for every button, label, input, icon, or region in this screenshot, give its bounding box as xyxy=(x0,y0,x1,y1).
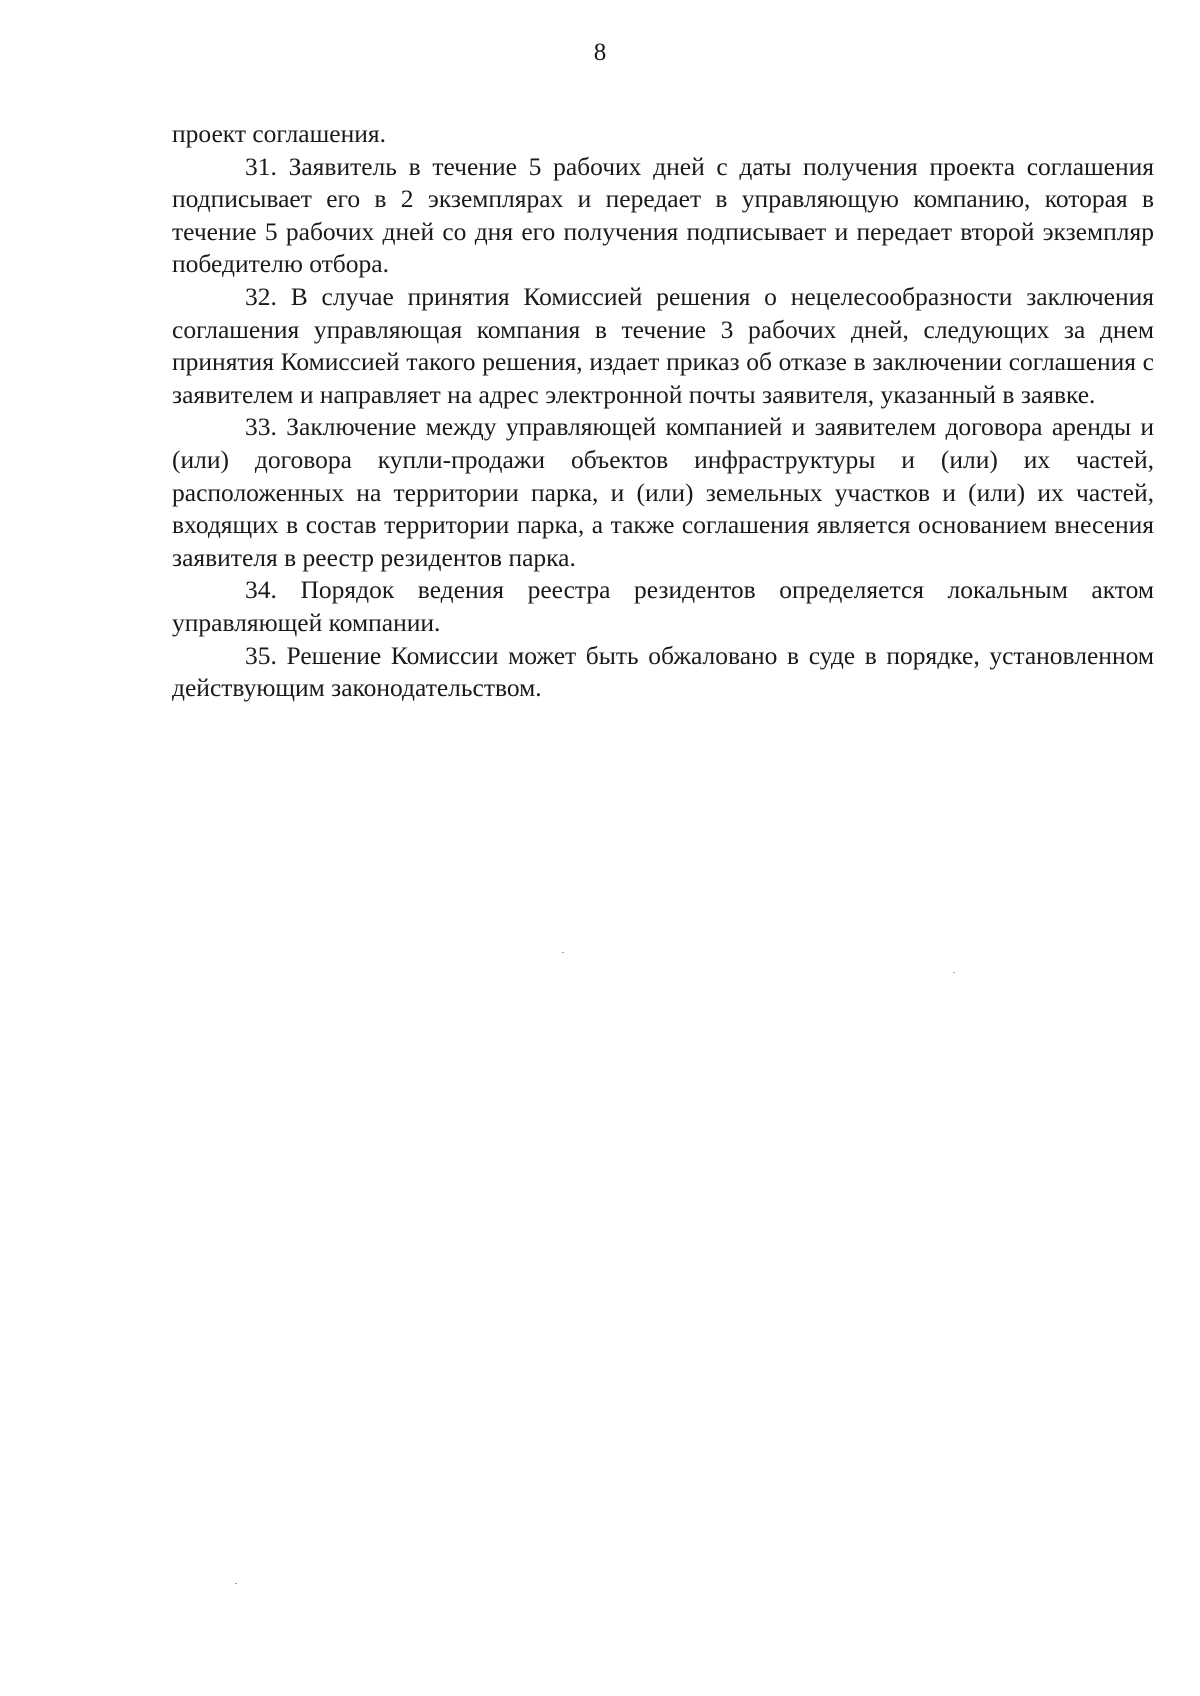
paragraph-continuation: проект соглашения. xyxy=(172,119,386,148)
paragraph-item-35: 35. Решение Комиссии может быть обжаловано в суде в порядке, установленном действующим законодательством. xyxy=(172,640,1154,703)
scan-speck xyxy=(235,1583,237,1584)
document-body xyxy=(172,118,1154,705)
scan-speck xyxy=(953,972,955,973)
paragraph-item-31: 31. Заявитель в течение 5 рабочих дней с даты получения проекта соглашения подписывает его в 2 экземплярах и передает в управляющую компанию, которая в течение 5 рабочих дней со дня его получения подписывает и передает второй экземпляр победителю отбора. xyxy=(172,151,1154,279)
paragraph-item-32: 32. В случае принятия Комиссией решения о нецелесообразности заключения соглашения управляющая компания в течение 3 рабочих дней, следующих за днем принятия Комиссией такого решения, издает приказ об отказе в заключении соглашения с заявителем и направляет на адрес электронной почты заявителя, указанный в заявке. xyxy=(172,281,1154,409)
paragraph-item-33: 33. Заключение между управляющей компанией и заявителем договора аренды и (или) договора купли-продажи объектов инфраструктуры и (или) их частей, расположенных на территории парка, и (или) земельных участков и (или) их частей, входящих в состав территории парка, а также соглашения является основанием внесения заявителя в реестр резидентов парка. xyxy=(172,412,1154,572)
paragraph-item-34: 34. Порядок ведения реестра резидентов определяется локальным актом управляющей компании. xyxy=(172,575,1154,637)
page-number: 8 xyxy=(593,39,607,66)
scan-speck xyxy=(562,952,564,953)
